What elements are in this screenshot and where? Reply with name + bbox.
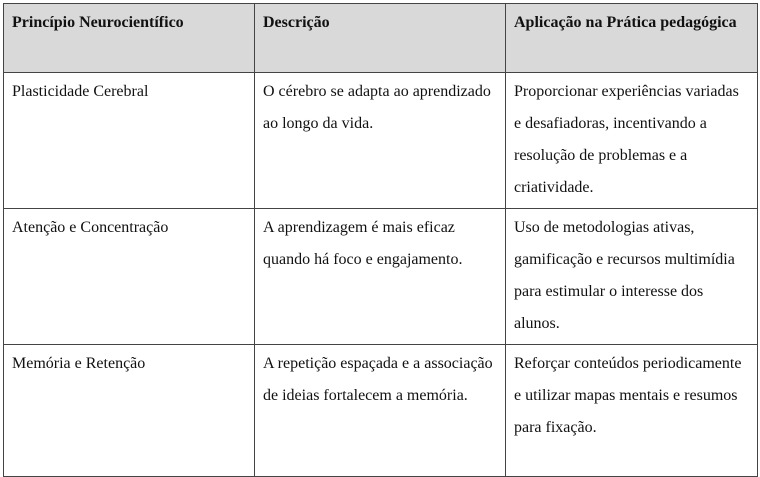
header-description: Descrição bbox=[255, 4, 506, 73]
header-row bbox=[4, 4, 758, 73]
cell-principle: Memória e Retenção bbox=[4, 345, 255, 477]
cell-application: Uso de metodologias ativas, gamificação e recursos multimídia para estimular o interesse dos alunos. bbox=[506, 209, 758, 345]
cell-description: A repetição espaçada e a associação de ideias fortalecem a memória. bbox=[255, 345, 506, 477]
header-application: Aplicação na Prática pedagógica bbox=[506, 4, 758, 73]
table-body bbox=[4, 73, 758, 477]
table-header bbox=[4, 4, 758, 73]
cell-description: O cérebro se adapta ao aprendizado ao longo da vida. bbox=[255, 73, 506, 209]
cell-principle: Atenção e Concentração bbox=[4, 209, 255, 345]
table-row bbox=[4, 209, 758, 345]
cell-application: Proporcionar experiências variadas e desafiadoras, incentivando a resolução de problemas e a criatividade. bbox=[506, 73, 758, 209]
table-row bbox=[4, 73, 758, 209]
cell-description: A aprendizagem é mais eficaz quando há foco e engajamento. bbox=[255, 209, 506, 345]
cell-application: Reforçar conteúdos periodicamente e utilizar mapas mentais e resumos para fixação. bbox=[506, 345, 758, 477]
cell-principle: Plasticidade Cerebral bbox=[4, 73, 255, 209]
header-principle: Princípio Neurocientífico bbox=[4, 4, 255, 73]
neuroscience-principles-table bbox=[3, 3, 758, 477]
